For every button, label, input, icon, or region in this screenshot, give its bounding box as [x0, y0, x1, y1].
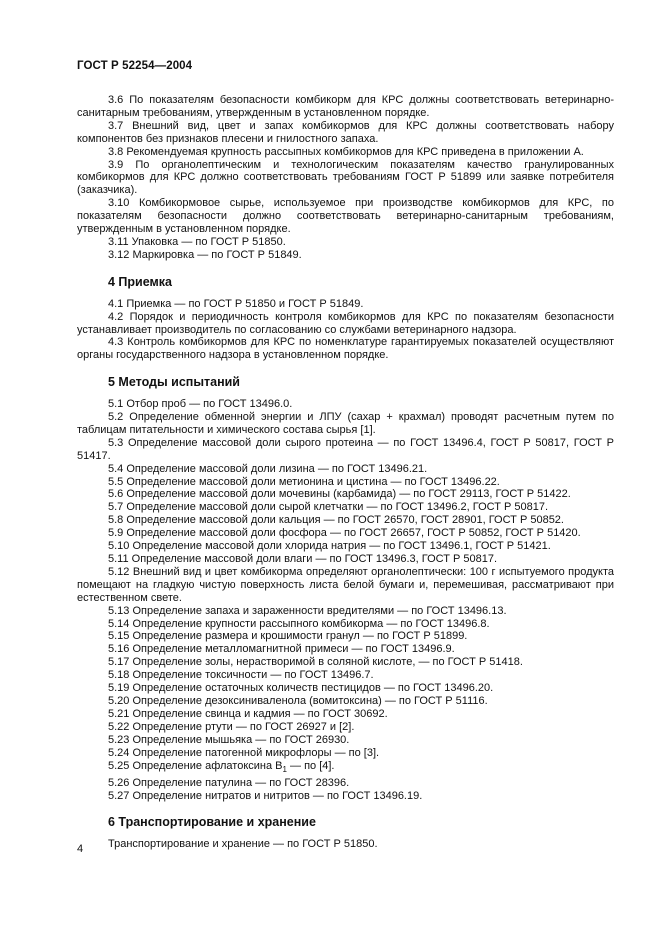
clause-5-6: 5.6 Определение массовой доли мочевины (карбамида) — по ГОСТ 29113, ГОСТ Р 51422. — [108, 488, 571, 501]
clause-3-9: 3.9 По органолептическим и технологическим показателям качество гранулированных комбикормов для КРС должно соответствовать требованиям ГОСТ Р 51899 или заявке потребителя (заказчика). — [77, 158, 614, 197]
clause-3-6: 3.6 По показателям безопасности комбикорм для КРС должны соответствовать ветеринарно-санитарным требованиям, утвержденным в установленном порядке. — [77, 94, 614, 119]
clause-5-11: 5.11 Определение массовой доли влаги — по ГОСТ 13496.3, ГОСТ Р 50817. — [108, 553, 498, 565]
clause-5-25-suffix: — по [4]. — [286, 759, 335, 772]
document-header: ГОСТ Р 52254—2004 — [77, 60, 193, 72]
document-body — [77, 94, 614, 851]
clause-4-2: 4.2 Порядок и периодичность контроля комбикормов для КРС по показателям безопасности устанавливает производитель по согласованию со службами ветеринарного надзора. — [77, 310, 614, 336]
clause-5-24: 5.24 Определение патогенной микрофлоры — по [3]. — [108, 746, 380, 759]
clause-5-26: 5.26 Определение патулина — по ГОСТ 28396. — [108, 776, 350, 789]
clause-5-2: 5.2 Определение обменной энергии и ЛПУ (сахар + крахмал) проводят расчетным путем по таблицам питательности и химического состава сырья [1]. — [77, 411, 614, 436]
section-4-heading: 4 Приемка — [108, 274, 172, 289]
clause-4-1: 4.1 Приемка — по ГОСТ Р 51850 и ГОСТ Р 51849. — [108, 297, 364, 310]
clause-3-12: 3.12 Маркировка — по ГОСТ Р 51849. — [108, 248, 302, 261]
clause-3-11: 3.11 Упаковка — по ГОСТ Р 51850. — [108, 235, 286, 248]
clause-5-25-subscript: 1 — [282, 764, 287, 774]
clause-5-25-prefix: 5.25 Определение афлатоксина В — [108, 759, 283, 772]
clause-5-17: 5.17 Определение золы, нерастворимой в соляной кислоте, — по ГОСТ Р 51418. — [108, 656, 523, 669]
clause-6-text: Транспортирование и хранение — по ГОСТ Р 51850. — [108, 838, 378, 851]
clause-5-8: 5.8 Определение массовой доли кальция — по ГОСТ 26570, ГОСТ 28901, ГОСТ Р 50852. — [108, 514, 564, 527]
clause-4-3: 4.3 Контроль комбикормов для КРС по номенклатуре гарантируемых показателей осуществляют органы государственного надзора в установленном порядке. — [77, 336, 614, 362]
clause-5-27: 5.27 Определение нитратов и нитритов — по ГОСТ 13496.19. — [108, 789, 423, 802]
clause-5-18: 5.18 Определение токсичности — по ГОСТ 13496.7. — [108, 669, 374, 682]
clause-5-23: 5.23 Определение мышьяка — по ГОСТ 26930. — [108, 733, 350, 746]
clause-5-12: 5.12 Внешний вид и цвет комбикорма определяют органолептически: 100 г испытуемого продукта помещают на гладкую чистую поверхность листа белой бумаги и, перемешивая, рассматривают при естественном свете. — [77, 565, 614, 604]
clause-5-15: 5.15 Определение размера и крошимости гранул — по ГОСТ Р 51899. — [108, 630, 468, 643]
clause-5-14: 5.14 Определение крупности рассыпного комбикорма — по ГОСТ 13496.8. — [108, 617, 490, 630]
section-5-heading: 5 Методы испытаний — [108, 375, 240, 390]
clause-5-10: 5.10 Определение массовой доли хлорида натрия — по ГОСТ 13496.1, ГОСТ Р 51421. — [108, 540, 551, 553]
clause-5-1: 5.1 Отбор проб — по ГОСТ 13496.0. — [108, 398, 293, 411]
page-number: 4 — [77, 843, 84, 855]
clause-5-19: 5.19 Определение остаточных количеств пестицидов — по ГОСТ 13496.20. — [108, 682, 494, 695]
section-6-heading: 6 Транспортирование и хранение — [108, 815, 316, 830]
clause-5-22: 5.22 Определение ртути — по ГОСТ 26927 и [2]. — [108, 720, 355, 733]
clause-5-7: 5.7 Определение массовой доли сырой клетчатки — по ГОСТ 13496.2, ГОСТ Р 50817. — [108, 501, 549, 514]
clause-5-4: 5.4 Определение массовой доли лизина — по ГОСТ 13496.21. — [108, 462, 428, 475]
clause-5-9: 5.9 Определение массовой доли фосфора — по ГОСТ 26657, ГОСТ Р 50852, ГОСТ Р 51420. — [108, 527, 581, 540]
clause-3-10: 3.10 Комбикормовое сырье, используемое при производстве комбикормов для КРС, по показателям безопасности должно соответствовать ветеринарно-санитарным требованиям, утвержденным в установленном порядке. — [77, 197, 614, 236]
clause-5-20: 5.20 Определение дезоксиниваленола (вомитоксина) — по ГОСТ Р 51116. — [108, 694, 488, 707]
clause-5-21: 5.21 Определение свинца и кадмия — по ГОСТ 30692. — [108, 707, 388, 720]
clause-5-25 — [77, 760, 614, 777]
clause-5-13: 5.13 Определение запаха и зараженности вредителями — по ГОСТ 13496.13. — [108, 604, 507, 617]
clause-3-8: 3.8 Рекомендуемая крупность рассыпных комбикормов для КРС приведена в приложении А. — [108, 145, 584, 158]
clause-5-5: 5.5 Определение массовой доли метионина и цистина — по ГОСТ 13496.22. — [108, 475, 500, 488]
clause-3-7: 3.7 Внешний вид, цвет и запах комбикормов для КРС должны соответствовать набору компонентов без признаков плесени и гнилостного запаха. — [77, 119, 614, 145]
clause-5-3: 5.3 Определение массовой доли сырого протеина — по ГОСТ 13496.4, ГОСТ Р 50817, ГОСТ Р 51417. — [77, 436, 614, 462]
clause-5-16: 5.16 Определение металломагнитной примеси — по ГОСТ 13496.9. — [108, 643, 455, 656]
